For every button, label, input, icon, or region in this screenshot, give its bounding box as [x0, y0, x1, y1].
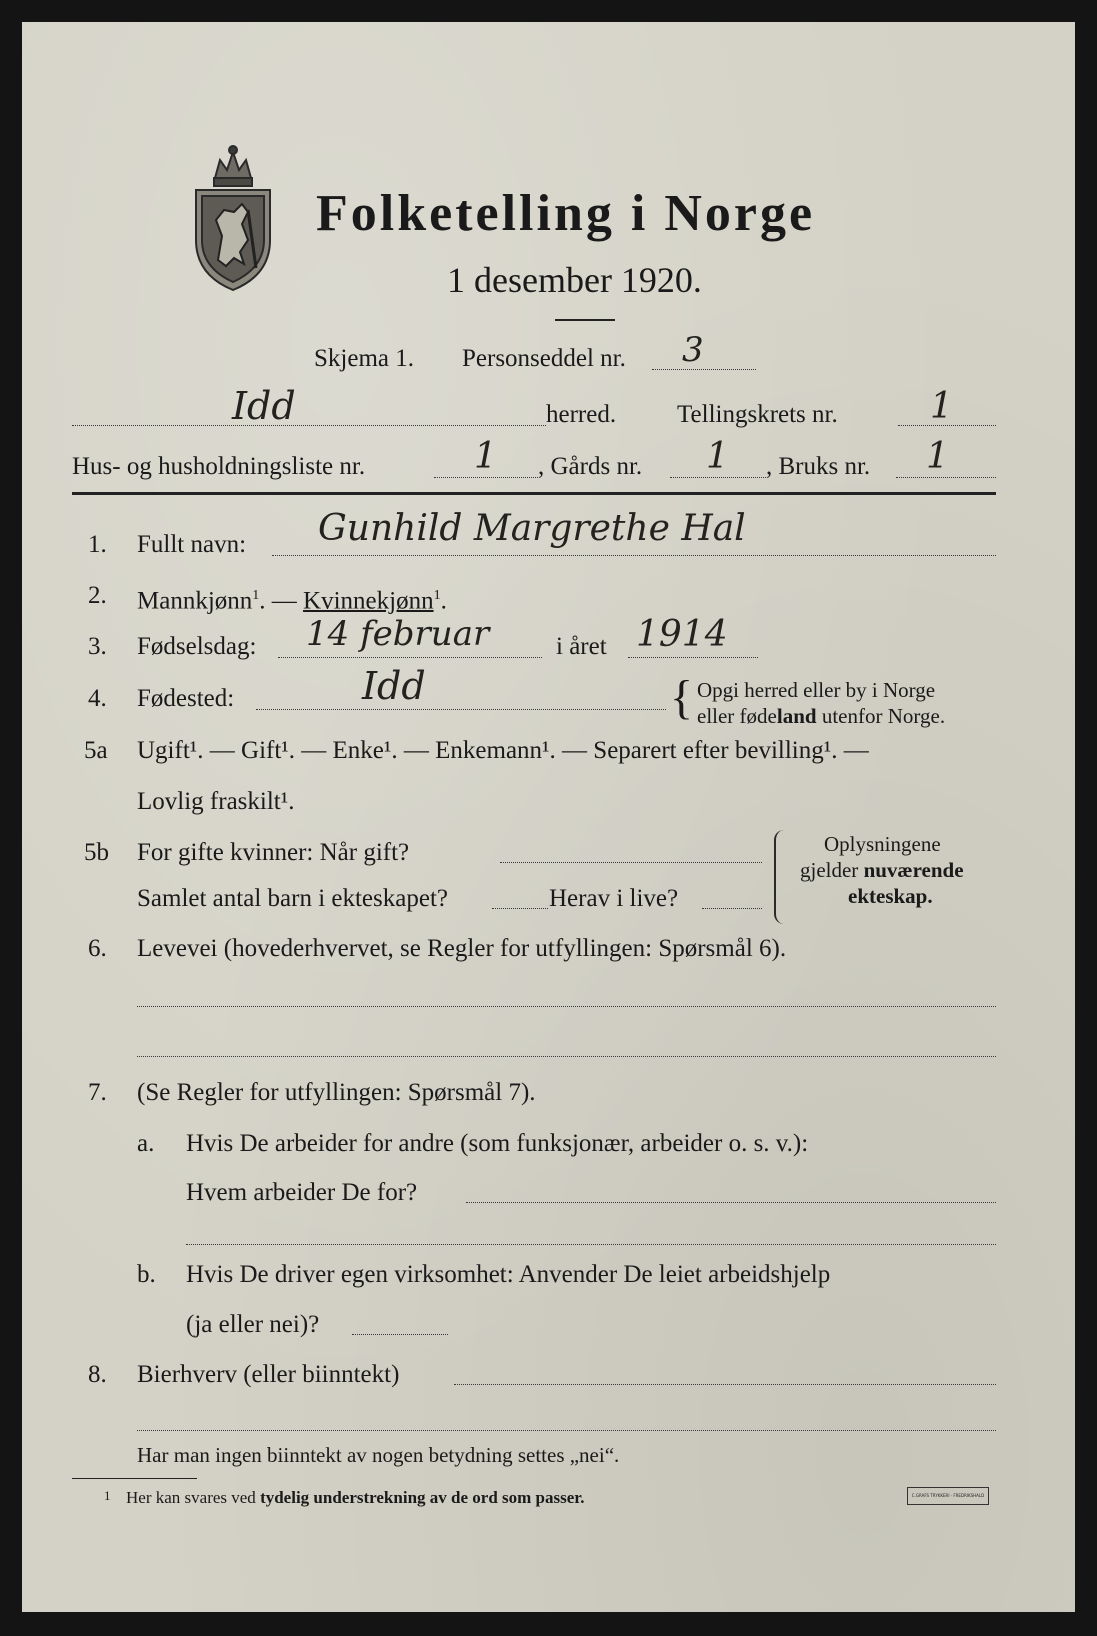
- printer-stamp: C.GRAFS TRYKKERI · FREDRIKSHALD: [907, 1487, 989, 1505]
- personseddel-label: Personseddel nr.: [462, 345, 626, 372]
- q4-number: 4.: [88, 685, 107, 712]
- occupation-label: Levevei (hovederhvervet, se Regler for utfyllingen: Spørsmål 6).: [137, 935, 787, 962]
- bruks-line: [896, 477, 996, 478]
- birthplace-note-pre: eller føde: [697, 704, 777, 728]
- tellingskrets-label: Tellingskrets nr.: [677, 401, 838, 428]
- footnote-pre: Her kan svares ved: [126, 1488, 261, 1507]
- full-name-value[interactable]: Gunhild Margrethe Hal: [318, 508, 746, 549]
- occupation-line-1: [137, 1006, 996, 1007]
- gender-end: .: [440, 587, 447, 615]
- marriage-note-line3: ekteskap.: [848, 884, 933, 908]
- husliste-line: [434, 477, 538, 478]
- occupation-line-2: [137, 1056, 996, 1057]
- birth-year-value[interactable]: 1914: [636, 614, 728, 655]
- birthplace-note-line1: Opgi herred eller by i Norge: [697, 678, 936, 702]
- birthplace-note-bold: land: [776, 704, 817, 728]
- schema-label: Skjema 1.: [314, 345, 414, 372]
- birthday-value[interactable]: 14 februar: [306, 614, 490, 654]
- marriage-note-line1: Oplysningene: [824, 832, 941, 856]
- title-divider: [555, 319, 615, 321]
- husliste-value[interactable]: 1: [474, 436, 497, 477]
- marriage-bracket: [774, 830, 786, 924]
- page-title: Folketelling i Norge: [316, 185, 816, 242]
- marriage-note-pre: gjelder: [800, 858, 864, 882]
- birth-year-label: i året: [556, 633, 607, 660]
- children-count-label: Samlet antal barn i ekteskapet?: [137, 885, 448, 912]
- footnote-text: [126, 1488, 585, 1508]
- gards-value[interactable]: 1: [706, 436, 729, 477]
- birth-year-line: [628, 657, 758, 658]
- marriage-note-line2: [800, 858, 964, 882]
- footnote-number: 1: [104, 1488, 111, 1503]
- full-name-line: [272, 555, 996, 556]
- birthplace-note-post: utenfor Norge.: [816, 704, 946, 728]
- q3-number: 3.: [88, 633, 107, 660]
- footnote-rule: [72, 1478, 197, 1479]
- side-income-line-2: [137, 1430, 996, 1431]
- personseddel-line: [652, 369, 756, 370]
- q7-number: 7.: [88, 1079, 107, 1106]
- herred-line: [72, 425, 546, 426]
- marital-status-options[interactable]: Ugift¹. — Gift¹. — Enke¹. — Enkemann¹. — Separert efter bevilling¹. —: [137, 737, 869, 764]
- q7b-line1: Hvis De driver egen virksomhet: Anvender De leiet arbeidshjelp: [186, 1261, 831, 1288]
- herred-value[interactable]: Idd: [232, 384, 296, 428]
- birthplace-line: [256, 709, 666, 710]
- q5b-number: 5b: [84, 839, 109, 866]
- birthplace-brace: {: [670, 671, 694, 724]
- census-date: 1 desember 1920.: [447, 260, 702, 300]
- birthplace-label: Fødested:: [137, 685, 235, 712]
- married-when-label: For gifte kvinner: Når gift?: [137, 839, 410, 866]
- birthplace-note-line2: [697, 704, 945, 728]
- marriage-note-bold: nuværende: [863, 858, 964, 882]
- q6-number: 6.: [88, 935, 107, 962]
- gender-male[interactable]: Mannkjønn: [137, 587, 253, 615]
- q5a-number: 5a: [84, 737, 108, 764]
- employer-label: Hvem arbeider De for?: [186, 1179, 418, 1206]
- bruks-value[interactable]: 1: [926, 436, 949, 477]
- q7a-line1: Hvis De arbeider for andre (som funksjonær, arbeider o. s. v.):: [186, 1130, 809, 1157]
- side-income-note: Har man ingen biinntekt av nogen betydning settes „nei“.: [137, 1443, 620, 1467]
- side-income-line-1: [454, 1384, 996, 1385]
- side-income-label: Bierhverv (eller biinntekt): [137, 1361, 400, 1388]
- gender-options[interactable]: [137, 581, 447, 616]
- children-count-line: [492, 908, 548, 909]
- employer-line-2: [186, 1244, 996, 1245]
- husliste-label: Hus- og husholdningsliste nr.: [72, 453, 366, 480]
- gender-male-footnote: 1: [252, 588, 260, 603]
- hired-help-line: [352, 1334, 448, 1335]
- census-form-page: [22, 22, 1075, 1612]
- marital-status-divorced[interactable]: Lovlig fraskilt¹.: [137, 788, 295, 815]
- children-alive-line: [702, 908, 762, 909]
- birthday-label: Fødselsdag:: [137, 633, 257, 660]
- hired-help-label: (ja eller nei)?: [186, 1311, 320, 1338]
- full-name-label: Fullt navn:: [137, 531, 247, 558]
- q7b-letter: b.: [137, 1261, 156, 1288]
- birthplace-value[interactable]: Idd: [362, 664, 426, 708]
- q1-number: 1.: [88, 531, 107, 558]
- personseddel-value[interactable]: 3: [682, 330, 704, 370]
- q7-label: (Se Regler for utfyllingen: Spørsmål 7).: [137, 1079, 536, 1106]
- tellingskrets-value[interactable]: 1: [930, 386, 953, 427]
- q8-number: 8.: [88, 1361, 107, 1388]
- employer-line-1: [466, 1202, 996, 1203]
- q7a-letter: a.: [137, 1130, 155, 1157]
- children-alive-label: Herav i live?: [549, 885, 679, 912]
- herred-label: herred.: [546, 401, 617, 428]
- header-rule: [72, 492, 996, 495]
- norway-coat-of-arms-icon: [190, 140, 276, 292]
- married-when-line: [500, 862, 762, 863]
- gards-label: , Gårds nr.: [538, 453, 643, 480]
- gender-separator: . —: [259, 587, 297, 615]
- birthday-line: [278, 657, 542, 658]
- gender-female[interactable]: Kvinnekjønn: [303, 587, 434, 615]
- q2-number: 2.: [88, 582, 107, 609]
- footnote-bold: tydelig understrekning av de ord som passer.: [260, 1488, 585, 1507]
- gards-line: [670, 477, 766, 478]
- gender-female-footnote: 1: [433, 588, 441, 603]
- bruks-label: , Bruks nr.: [766, 453, 871, 480]
